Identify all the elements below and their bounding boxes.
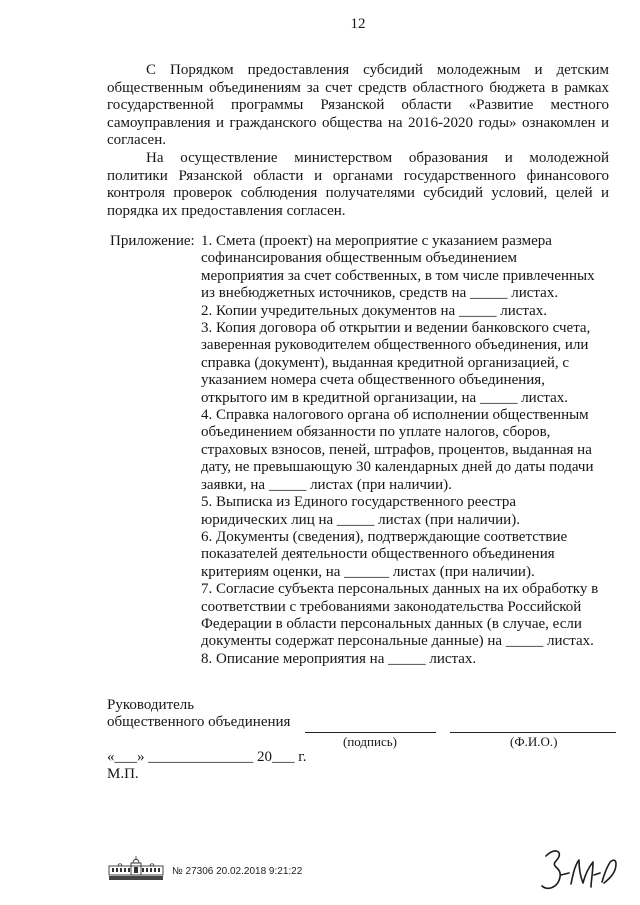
appendix-item-line: открытого им в кредитной организации, на _____ листах. <box>201 389 569 406</box>
consent-paragraph <box>107 150 609 220</box>
paragraph-line: самоуправления и гражданского общества на 2016-2020 годы» ознакомлен и <box>107 114 609 131</box>
appendix-item-line: 8. Описание мероприятия на _____ листах. <box>201 650 477 667</box>
appendix-item-line: дату, не превышающую 30 календарных дней до даты подачи <box>201 459 594 476</box>
appendix-item-line: софинансирования общественным объединением <box>201 250 518 267</box>
appendix-item <box>201 651 616 668</box>
appendix-item-line: справка (документ), выданная кредитной организацией, с <box>201 354 570 371</box>
appendix-item-line: 7. Согласие субъекта персональных данных на их обработку в <box>201 581 599 598</box>
appendix-item-line: указанием номера счета общественного объединения, <box>201 372 545 389</box>
paragraph-line: порядка их предоставления согласен. <box>107 202 346 219</box>
signature-field-line <box>305 732 436 733</box>
appendix-item <box>201 233 616 303</box>
appendix-item <box>201 494 616 529</box>
appendix-item-line: 3. Копия договора об открытии и ведении банковского счета, <box>201 320 591 337</box>
appendix-item-line: 2. Копии учредительных документов на _____ листах. <box>201 302 548 319</box>
appendix-item-line: мероприятия за счет собственных, в том числе привлеченных <box>201 267 595 284</box>
appendix-item <box>201 581 616 651</box>
paragraph-line: С Порядком предоставления субсидий молодежным и детским <box>146 62 609 78</box>
appendix-item-line: 5. Выписка из Единого государственного реестра <box>201 494 516 511</box>
paragraph-line: На осуществление министерством образования и молодежной <box>146 150 609 166</box>
role-line-1: Руководитель <box>107 697 195 713</box>
appendix-item-line: 4. Справка налогового органа об исполнении общественным <box>201 407 589 424</box>
appendix-label: Приложение: <box>110 233 195 249</box>
appendix-item-line: критериям оценки, на ______ листах (при наличии). <box>201 563 535 580</box>
appendix-item-line: заявки, на _____ листах (при наличии). <box>201 476 452 493</box>
appendix-item-line: 1. Смета (проект) на мероприятие с указанием размера <box>201 233 552 249</box>
signature-caption: (подпись) <box>343 734 397 749</box>
paragraph-line: согласен. <box>107 132 166 149</box>
appendix-item-line: Федерации в области персональных данных (в случае, если <box>201 615 582 632</box>
paragraph-line: государственной программы Рязанской области «Развитие местного <box>107 97 609 114</box>
appendix-item-line: из внебюджетных источников, средств на _____ листах. <box>201 285 559 302</box>
name-field-line <box>450 732 616 733</box>
appendix-item-line: страховых взносов, пеней, штрафов, процентов, выданная на <box>201 441 592 458</box>
registration-stamp: № 27306 20.02.2018 9:21:22 <box>172 866 303 877</box>
appendix-item <box>201 407 616 494</box>
appendix-item-line: 6. Документы (сведения), подтверждающие соответствие <box>201 528 568 545</box>
paragraph-line: контроля проверок соблюдения получателями субсидий условий, целей и <box>107 185 609 202</box>
appendix-item-line: заверенная руководителем общественного объединения, или <box>201 337 589 354</box>
appendix-list <box>201 233 616 668</box>
appendix-item-line: юридических лиц на _____ листах (при наличии). <box>201 511 520 528</box>
name-caption: (Ф.И.О.) <box>510 734 558 749</box>
appendix-item-line: соответствии с требованиями законодательства Российской <box>201 598 582 615</box>
appendix-item-line: показателей деятельности общественного объединения <box>201 546 555 563</box>
page-number: 12 <box>350 16 366 32</box>
stamp-mark: М.П. <box>107 766 139 782</box>
date-line: «___» ______________ 20___ г. <box>107 749 307 765</box>
role-line-2: общественного объединения <box>107 714 291 730</box>
appendix-item <box>201 529 616 581</box>
handwritten-signature <box>538 842 620 900</box>
acknowledgment-paragraph <box>107 62 609 150</box>
appendix-item <box>201 303 616 320</box>
appendix-item-line: документы содержат персональные данные) на _____ листах. <box>201 633 594 650</box>
paragraph-line: общественным объединениям за счет средств областного бюджета в рамках <box>107 79 609 96</box>
appendix-item <box>201 320 616 407</box>
appendix-item-line: объединением обязанности по уплате налогов, сборов, <box>201 424 551 441</box>
registry-building-logo-icon <box>106 855 166 883</box>
paragraph-line: политики Рязанской области и органами государственного финансового <box>107 167 609 184</box>
